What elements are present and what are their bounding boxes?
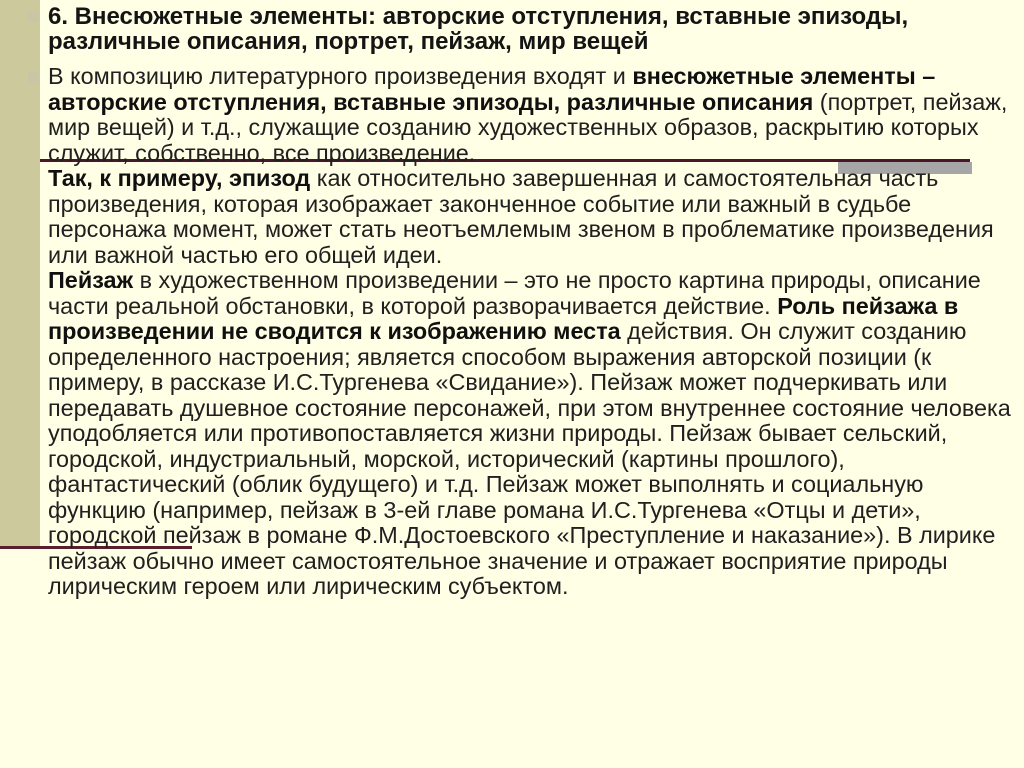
slide-title: [28, 4, 1013, 54]
slide-content: [28, 4, 1013, 600]
p1-text-b: (портрет, пейзаж, мир вещей) и т.д., служащие созданию художественных образов, раскрытию которых служит, собственно, все произведение.: [48, 88, 1008, 166]
p2-bold-a: Так, к примеру,: [48, 165, 229, 191]
p3-bold-b: Роль пейзажа в произведении не сводится к изображению места: [48, 292, 959, 344]
slide-title-text: 6. Внесюжетные элементы: авторские отступления, вставные эпизоды, различные описания, портрет, пейзаж, мир вещей: [48, 3, 909, 55]
p1-text-a: В композицию литературного произведения входят и: [48, 63, 633, 89]
paragraph-episode: [48, 166, 1013, 268]
bullet-square-icon: [28, 11, 39, 22]
paragraph-landscape: [48, 268, 1013, 600]
p1-bold: внесюжетные элементы – авторские отступления, вставные эпизоды, различные описания: [48, 63, 936, 115]
bullet-square-icon: [28, 72, 39, 83]
p2-bold-b: эпизод: [228, 165, 311, 191]
body-text: [28, 64, 1013, 600]
p3-text-b: действия. Он служит созданию определенного настроения; является способом выражения авторской позиции (к примеру, в рассказе И.С.Тургенева «Свидание»). Пейзаж может подчеркивать или передавать душевное состояние персонажей, при этом внутреннее состояние человека уподобляется или противопоставляется жизни природы. Пейзаж бывает сельский, городской, индустриальный, морской, исторический (картины прошлого), фантастический (облик будущего) и т.д. Пейзаж может выполнять и социальную функцию (например, пейзаж в 3-ей главе романа И.С.Тургенева «Отцы и дети», городской пейзаж в романе Ф.М.Достоевского «Преступление и наказание»). В лирике пейзаж обычно имеет самостоятельное значение и отражает восприятие природы лирическим героем или лирическим субъектом.: [48, 318, 1011, 599]
paragraph-composition: [48, 64, 1013, 166]
p2-text: как относительно завершенная и самостоятельная часть произведения, которая изображает законченное событие или важный в судьбе персонажа момент, может стать неотъемлемым звеном в проблематике произведения или важной частью его общей идеи.: [48, 165, 994, 268]
p3-text-a: в художественном произведении – это не просто картина природы, описание части реальной обстановки, в которой разворачивается действие.: [48, 267, 981, 319]
p3-bold-a: Пейзаж: [48, 267, 134, 293]
